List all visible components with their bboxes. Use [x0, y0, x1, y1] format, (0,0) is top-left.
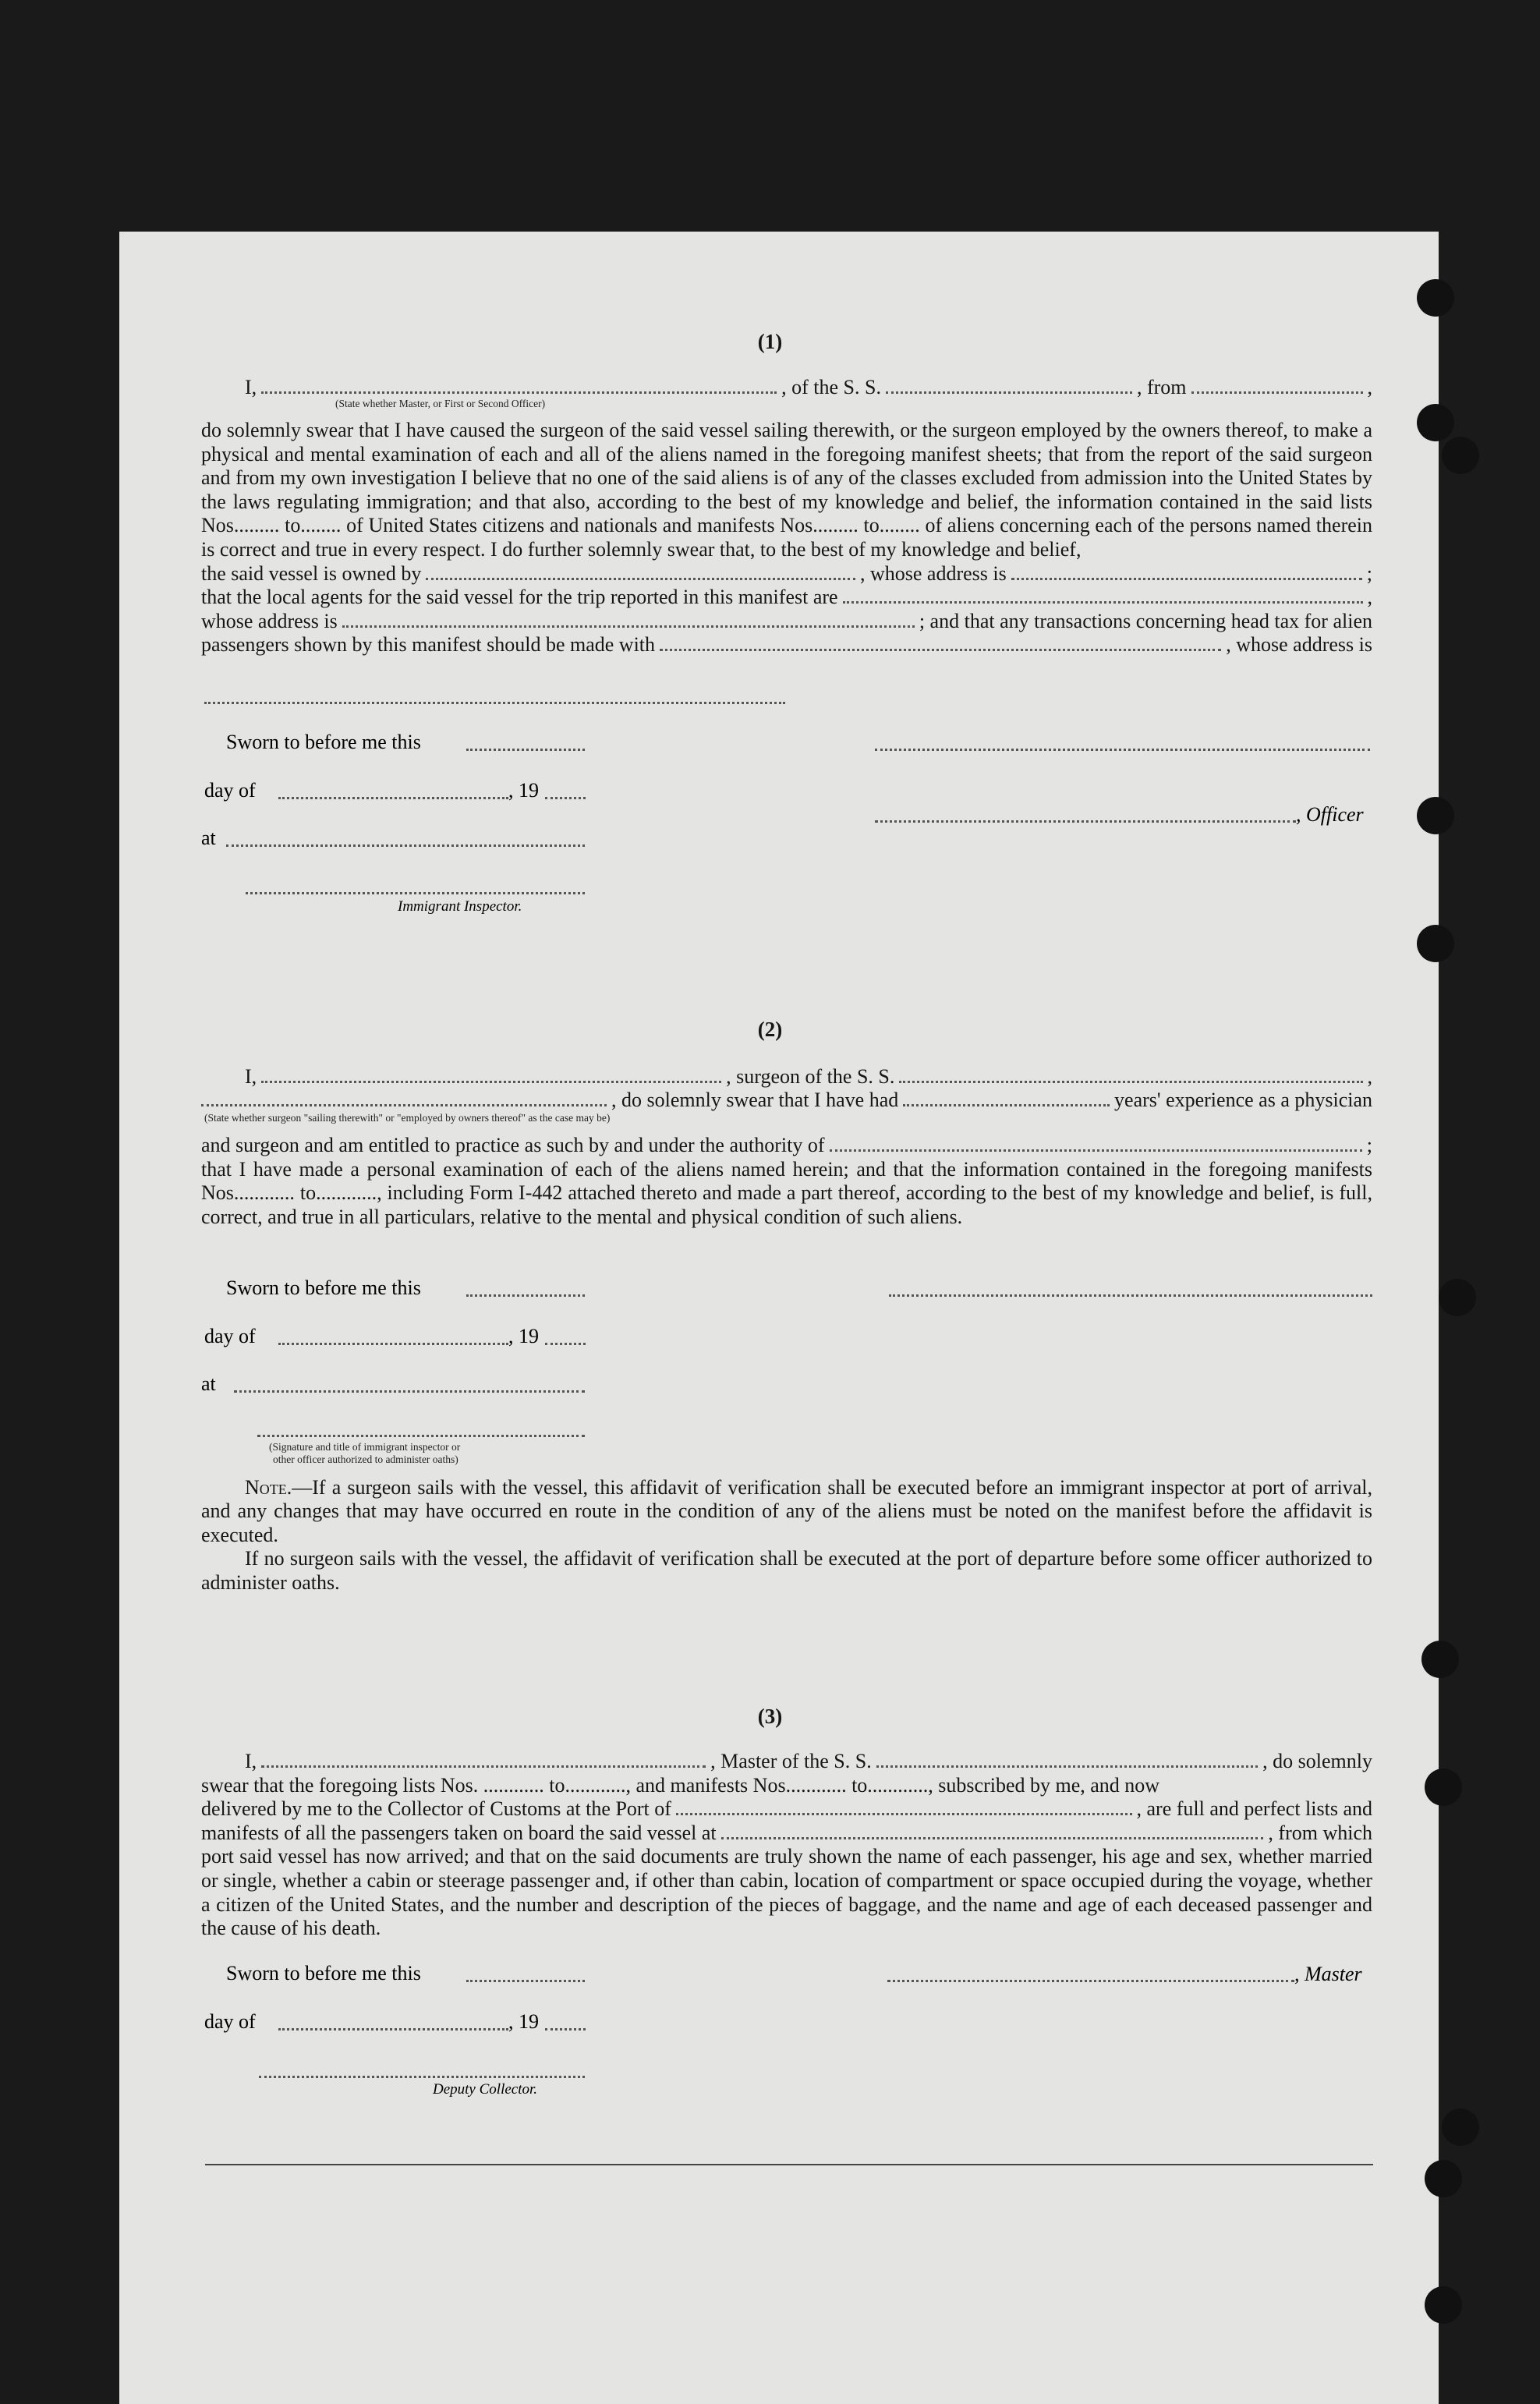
binder-hole: [1442, 437, 1479, 474]
section-2-oath-text: that I have made a personal examination of each of the aliens named herein; and that the information contained in the foregoing manifests Nos............ to............, including Form I-442 attached thereto and made a part thereof, according to the best of my knowledge and belief, is full, correct, and true in all particulars, relative to the mental and physical condition of such aliens.: [201, 1157, 1372, 1228]
vessel-label: , of the S. S.: [781, 376, 881, 398]
day-of-field-2[interactable]: [278, 1341, 508, 1345]
at-label: at: [201, 827, 216, 849]
binder-hole: [1417, 404, 1454, 441]
bottom-rule: [205, 2164, 1373, 2165]
signature-note-2: other officer authorized to administer oaths): [273, 1453, 458, 1465]
day-of-field[interactable]: [278, 795, 508, 799]
sworn-label-3: Sworn to before me this: [226, 1962, 421, 1984]
section-1-line1: I, , of the S. S. , from ,: [201, 376, 1372, 399]
sworn-date-field-3[interactable]: [466, 1978, 585, 1982]
section-2-line1: I, , surgeon of the S. S. , , do solemnly swear that I have had years' experience as a physician: [201, 1065, 1372, 1112]
binder-hole: [1421, 1641, 1459, 1678]
section-1-number: (1): [757, 330, 783, 353]
binder-hole: [1417, 925, 1454, 962]
surgeon-note: (State whether surgeon "sailing therewith" or "employed by owners thereof" as the case may be): [204, 1112, 611, 1124]
oath-prefix: I,: [245, 376, 257, 398]
binder-hole: [1417, 797, 1454, 834]
owner-field[interactable]: [426, 562, 855, 580]
binder-hole: [1442, 2108, 1479, 2146]
at-place-field-2[interactable]: [234, 1389, 585, 1393]
owner-address-field[interactable]: [1011, 562, 1362, 580]
officer-note: (State whether Master, or First or Second Officer): [335, 398, 546, 409]
note-text: —If a surgeon sails with the vessel, this affidavit of verification shall be executed before an immigrant inspector at port of arrival, and any changes that may have occurred en route in the condition of any of the aliens must be noted on the manifest before the affidavit is executed.: [201, 1476, 1372, 1546]
officer-signature-top-field[interactable]: [875, 747, 1370, 751]
master-label: , Master: [1294, 1963, 1362, 1985]
binder-hole: [1425, 2286, 1462, 2324]
day-of-label-2: day of: [204, 1325, 256, 1347]
year-field-2[interactable]: [545, 1341, 586, 1345]
year-label-3: , 19: [508, 2010, 539, 2033]
section-2-number: (2): [757, 1018, 783, 1041]
section-2-body: and surgeon and am entitled to practice as such by and under the authority of ; that I have made a personal examination of each of the aliens named herein; and that the information contained in the foregoing manifests Nos............ to............, including Form I-442 attached thereto and made a part thereof, according to the best of my knowledge and belief, is full, correct, and true in all particulars, relative to the mental and physical condition of such aliens.: [201, 1134, 1372, 1228]
year-label: , 19: [508, 779, 539, 802]
inspector-signature-field[interactable]: [246, 890, 585, 894]
signature-note-1: (Signature and title of immigrant inspector or: [269, 1441, 461, 1453]
authority-field[interactable]: [830, 1134, 1362, 1152]
section-3-number: (3): [757, 1705, 783, 1728]
collector-label: Deputy Collector.: [433, 2081, 538, 2098]
officer-name-field[interactable]: [261, 376, 777, 394]
lists-line: swear that the foregoing lists Nos. ............ to............, and manifests Nos............ to............, subscribed by me, and now: [201, 1773, 1160, 1797]
binder-hole: [1425, 1768, 1462, 1806]
vessel-name-field[interactable]: [886, 376, 1132, 394]
section-3-oath-text: port said vessel has now arrived; and that on the said documents are truly shown the name of each passenger, his age and sex, whether married or single, whether a cabin or steerage passenger and, if other than cabin, location of compartment or space occupied during the voyage, whether a citizen of the United States, and the number and description of the pieces of baggage, and the name and age of each deceased passenger and the cause of his death.: [201, 1845, 1372, 1940]
surgeon-status-field[interactable]: [201, 1089, 607, 1106]
note-label: Note.: [245, 1476, 292, 1499]
port-field[interactable]: [676, 1797, 1132, 1815]
section-1-body: do solemnly swear that I have caused the surgeon of the said vessel sailing therewith, or the surgeon employed by the owners thereof, to make a physical and mental examination of each and all of the aliens named in the foregoing manifest sheets; that from the report of the said surgeon and from my own investigation I believe that no one of the said aliens is of any of the classes excluded from admission into the United States by the laws regulating immigration; and that also, according to the best of my knowledge and belief, the information contained in the said lists Nos......... to........ of United States citizens and nationals and manifests Nos......... to........ of aliens concerning each of the persons named therein is correct and true in every respect. I do further solemnly swear that, to the best of my knowledge and belief, the said vessel is owned by , whose address is ; that the local agents for the said vessel for the trip reported in this manifest are , whose address is ; and that any transactions concerning head tax for alien passengers shown by this manifest should be made with , whose address is: [201, 419, 1372, 657]
sworn-date-field-2[interactable]: [466, 1293, 585, 1297]
sworn-label-2: Sworn to before me this: [226, 1276, 421, 1299]
from-label: , from: [1136, 376, 1187, 398]
section-3-body: I, , Master of the S. S. , do solemnly swear that the foregoing lists Nos. ............ to............, and manifests Nos............ to............, subscribed by me, and now delivered by me to the Collector of Customs at the Port of , are full and perfect lists and manifests of all the passengers taken on board the said vessel at , from which port said vessel has now arrived; and that on the said documents are truly shown the name of each passenger, his age and sex, whether married or single, whether a cabin or steerage passenger and, if other than cabin, location of compartment or space occupied during the voyage, whether a citizen of the United States, and the number and description of the pieces of baggage, and the name and age of each deceased passenger and the cause of his death.: [201, 1750, 1372, 1940]
inspector-label: Immigrant Inspector.: [398, 898, 522, 915]
year-field-3[interactable]: [545, 2027, 586, 2030]
head-tax-address-field[interactable]: [204, 700, 785, 704]
year-field[interactable]: [545, 795, 586, 799]
section-2-note: [201, 1476, 1372, 1595]
from-port-field[interactable]: [1191, 376, 1363, 394]
binder-hole: [1417, 279, 1454, 317]
surgeon-signature-field[interactable]: [889, 1293, 1372, 1297]
agents-address-field[interactable]: [342, 610, 915, 628]
sworn-label: Sworn to before me this: [226, 731, 421, 753]
day-of-label-3: day of: [204, 2010, 256, 2033]
binder-hole: [1425, 2160, 1462, 2197]
sworn-date-field[interactable]: [466, 747, 585, 751]
inspector-signature-field-2[interactable]: [257, 1433, 585, 1437]
officer-label: , Officer: [1296, 803, 1364, 826]
surgeon-vessel-field[interactable]: [899, 1065, 1362, 1083]
day-of-label: day of: [204, 779, 256, 802]
local-agents-field[interactable]: [843, 586, 1363, 604]
at-place-field[interactable]: [226, 843, 585, 847]
surgeon-name-field[interactable]: [261, 1065, 721, 1083]
master-vessel-field[interactable]: [876, 1750, 1258, 1768]
master-signature-field[interactable]: [887, 1978, 1294, 1982]
boarding-port-field[interactable]: [721, 1822, 1264, 1839]
section-1-oath-text: do solemnly swear that I have caused the surgeon of the said vessel sailing therewith, or the surgeon employed by the owners thereof, to make a physical and mental examination of each and all of the aliens named in the foregoing manifest sheets; that from the report of the said surgeon and from my own investigation I believe that no one of the said aliens is of any of the classes excluded from admission into the United States by the laws regulating immigration; and that also, according to the best of my knowledge and belief, the information contained in the said lists Nos......... to........ of United States citizens and nationals and manifests Nos......... to........ of aliens concerning each of the persons named therein is correct and true in every respect. I do further solemnly swear that, to the best of my knowledge and belief,: [201, 419, 1372, 561]
officer-signature-field[interactable]: [875, 819, 1296, 823]
years-experience-field[interactable]: [903, 1089, 1110, 1106]
year-label-2: , 19: [508, 1325, 539, 1347]
day-of-field-3[interactable]: [278, 2027, 508, 2030]
master-name-field[interactable]: [261, 1750, 706, 1768]
note-text-2: If no surgeon sails with the vessel, the affidavit of verification shall be executed at the port of departure before some officer authorized to administer oaths.: [201, 1547, 1372, 1594]
binder-hole: [1439, 1279, 1476, 1316]
at-label-2: at: [201, 1372, 216, 1395]
head-tax-agent-field[interactable]: [660, 633, 1221, 651]
